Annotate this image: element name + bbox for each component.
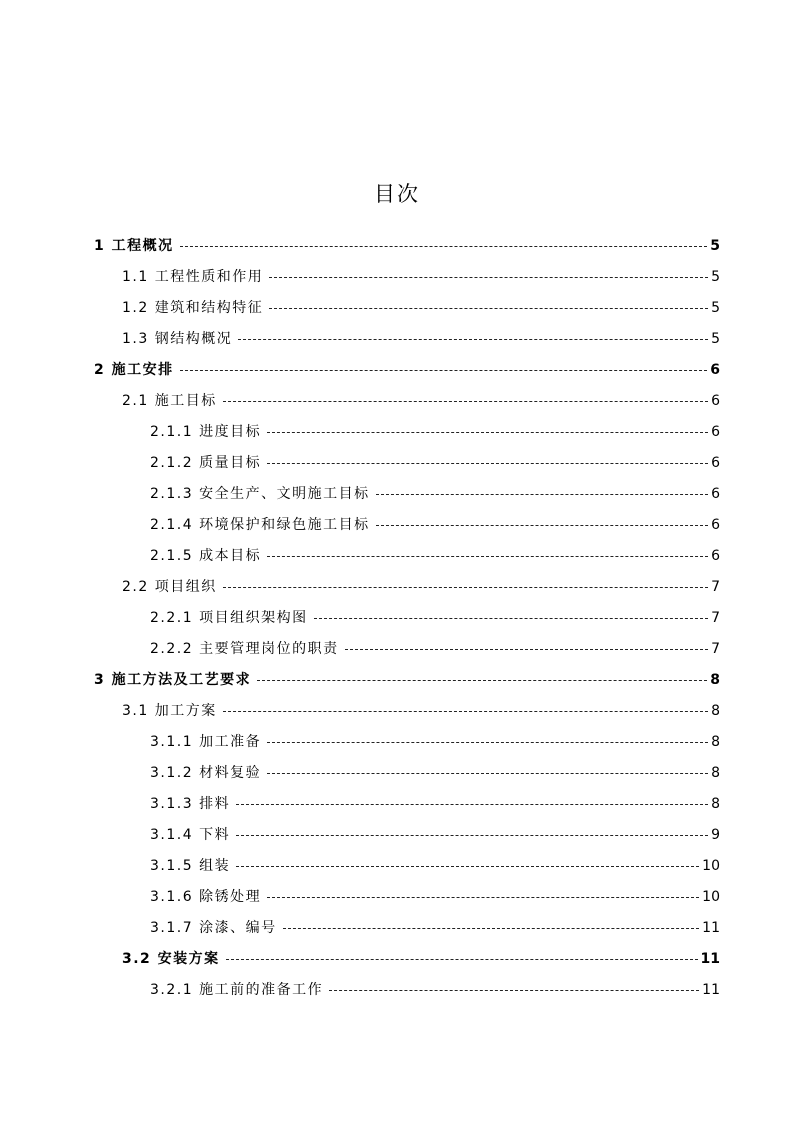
toc-entry[interactable]: [122, 328, 720, 348]
toc-entry-label: 3.2 安装方案: [122, 951, 220, 967]
toc-entry-page: 5: [711, 331, 720, 347]
toc-entry[interactable]: [150, 824, 720, 844]
toc-entry-page: 7: [711, 641, 720, 657]
toc-entry[interactable]: [150, 545, 720, 565]
toc-entry-page: 5: [711, 269, 720, 285]
dot-leader: [223, 711, 708, 712]
toc-entry-label: 1.1 工程性质和作用: [122, 269, 264, 285]
dot-leader: [267, 556, 708, 557]
toc-entry[interactable]: [150, 483, 720, 503]
dot-leader: [226, 959, 698, 960]
toc-entry[interactable]: [94, 235, 720, 255]
toc-entry-page: 8: [711, 796, 720, 812]
dot-leader: [267, 897, 699, 898]
toc-entry-page: 8: [711, 734, 720, 750]
dot-leader: [236, 835, 708, 836]
dot-leader: [236, 866, 699, 867]
toc-entry[interactable]: [122, 297, 720, 317]
toc-entry-label: 3 施工方法及工艺要求: [94, 672, 252, 688]
toc-entry-page: 6: [711, 517, 720, 533]
toc-entry-label: 1.3 钢结构概况: [122, 331, 233, 347]
dot-leader: [376, 494, 709, 495]
toc-entry-label: 2.1.1 进度目标: [150, 424, 262, 440]
toc-entry[interactable]: [150, 452, 720, 472]
toc-entry-label: 3.2.1 施工前的准备工作: [150, 982, 324, 998]
toc-entry[interactable]: [122, 390, 720, 410]
toc-entry[interactable]: [150, 607, 720, 627]
toc-entry-label: 3.1.3 排料: [150, 796, 231, 812]
toc-entry-page: 11: [700, 951, 720, 967]
toc-entry[interactable]: [122, 700, 720, 720]
toc-entry-page: 9: [711, 827, 720, 843]
dot-leader: [283, 928, 700, 929]
dot-leader: [269, 308, 708, 309]
toc-entry-page: 5: [710, 238, 720, 254]
toc-entry-label: 3.1.4 下料: [150, 827, 231, 843]
dot-leader: [238, 339, 708, 340]
dot-leader: [376, 525, 709, 526]
toc-entry-label: 3.1.6 除锈处理: [150, 889, 262, 905]
dot-leader: [269, 277, 708, 278]
toc-entry-page: 10: [702, 889, 720, 905]
dot-leader: [257, 680, 707, 681]
toc-entry-label: 3.1.5 组装: [150, 858, 231, 874]
toc-entry-page: 8: [710, 672, 720, 688]
dot-leader: [180, 246, 708, 247]
toc-entry[interactable]: [150, 886, 720, 906]
toc-entry-page: 8: [711, 765, 720, 781]
toc-entry-label: 1.2 建筑和结构特征: [122, 300, 264, 316]
toc-entry[interactable]: [94, 669, 720, 689]
toc-entry[interactable]: [150, 855, 720, 875]
toc-entry-label: 2.2.2 主要管理岗位的职责: [150, 641, 339, 657]
toc-entry-page: 6: [711, 548, 720, 564]
dot-leader: [223, 587, 708, 588]
dot-leader: [180, 370, 708, 371]
toc-entry-label: 2.1.5 成本目标: [150, 548, 262, 564]
dot-leader: [267, 463, 708, 464]
toc-entry-page: 7: [711, 579, 720, 595]
dot-leader: [329, 990, 699, 991]
toc-entry-page: 6: [711, 393, 720, 409]
toc-entry[interactable]: [150, 731, 720, 751]
toc-entry-page: 11: [702, 920, 720, 936]
toc-entry[interactable]: [150, 514, 720, 534]
dot-leader: [223, 401, 708, 402]
toc-entry[interactable]: [150, 421, 720, 441]
toc-entry[interactable]: [122, 266, 720, 286]
toc-entry-label: 3.1 加工方案: [122, 703, 217, 719]
toc-entry-label: 2.1 施工目标: [122, 393, 217, 409]
toc-entry[interactable]: [122, 948, 720, 968]
toc-entry-page: 5: [711, 300, 720, 316]
toc-entry[interactable]: [150, 979, 720, 999]
toc-entry-page: 6: [711, 486, 720, 502]
dot-leader: [267, 432, 708, 433]
toc-entry[interactable]: [150, 762, 720, 782]
dot-leader: [345, 649, 709, 650]
toc-entry-label: 2.1.2 质量目标: [150, 455, 262, 471]
toc-entry-page: 11: [702, 982, 720, 998]
toc-entry-page: 10: [702, 858, 720, 874]
toc-entry-label: 1 工程概况: [94, 238, 174, 254]
toc-entry[interactable]: [122, 576, 720, 596]
dot-leader: [267, 742, 708, 743]
toc-entry-label: 2.2.1 项目组织架构图: [150, 610, 308, 626]
toc-entry-label: 2.2 项目组织: [122, 579, 217, 595]
toc-entry-page: 7: [711, 610, 720, 626]
toc-entry[interactable]: [94, 359, 720, 379]
toc-entry-page: 6: [711, 424, 720, 440]
toc-entry-label: 3.1.2 材料复验: [150, 765, 262, 781]
toc-entry-label: 2 施工安排: [94, 362, 174, 378]
toc-entry[interactable]: [150, 917, 720, 937]
toc-entry-label: 3.1.1 加工准备: [150, 734, 262, 750]
toc-entry-label: 2.1.4 环境保护和绿色施工目标: [150, 517, 370, 533]
toc-entry[interactable]: [150, 793, 720, 813]
toc-entry-page: 6: [711, 455, 720, 471]
dot-leader: [236, 804, 708, 805]
toc-entry-label: 2.1.3 安全生产、文明施工目标: [150, 486, 370, 502]
dot-leader: [314, 618, 709, 619]
toc-entry-label: 3.1.7 涂漆、编号: [150, 920, 277, 936]
dot-leader: [267, 773, 708, 774]
page-title: 目次: [374, 182, 420, 206]
toc-entry-page: 8: [711, 703, 720, 719]
toc-entry-page: 6: [710, 362, 720, 378]
toc-entry[interactable]: [150, 638, 720, 658]
